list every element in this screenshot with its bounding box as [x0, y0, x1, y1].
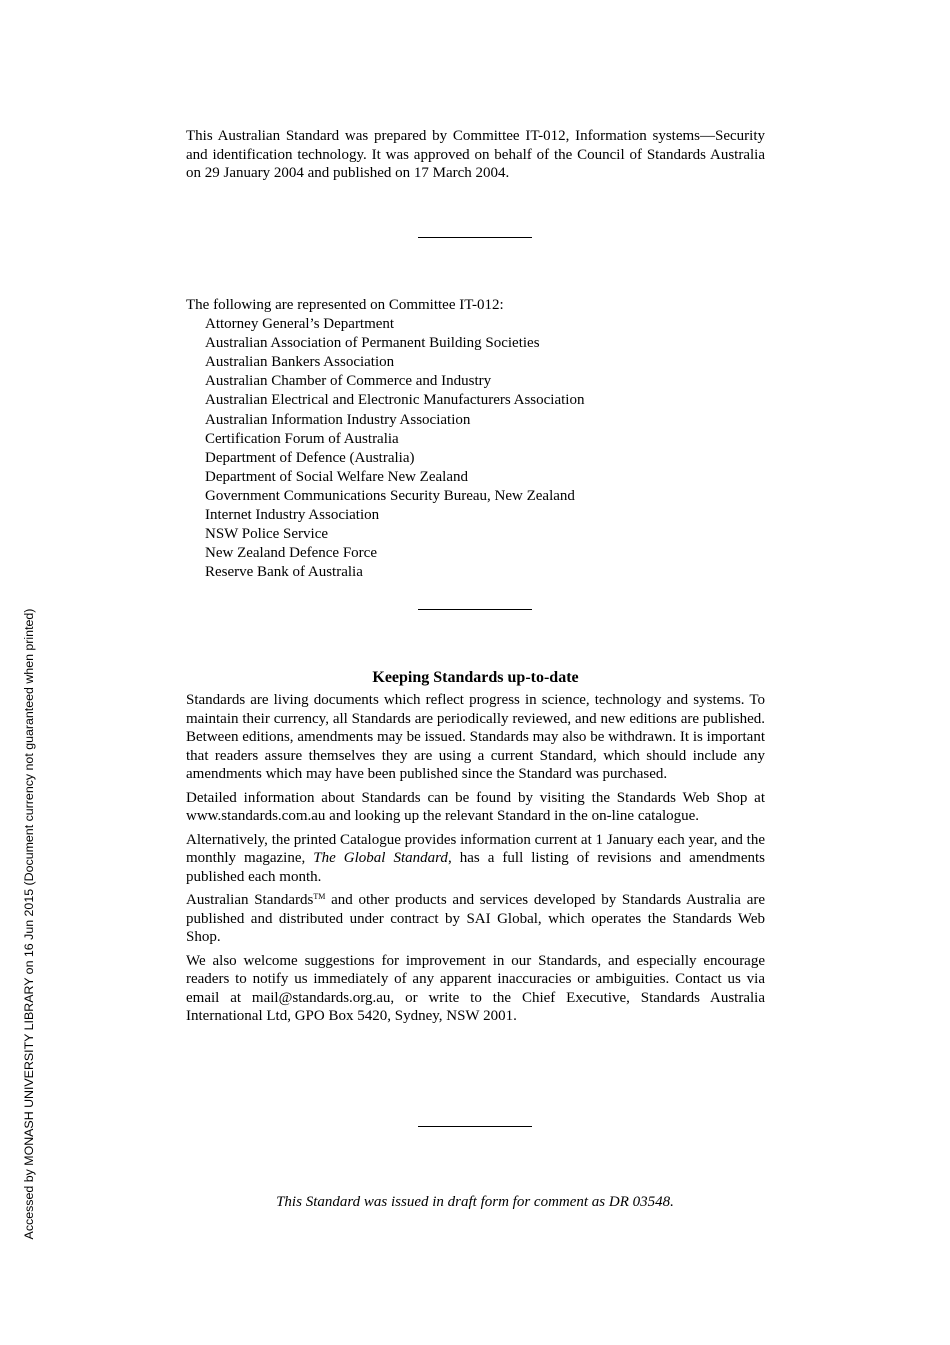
- text-run: Alternatively, the printed Catalogue provides information current at 1 January each year, and the monthly magazine,: [186, 831, 765, 866]
- paragraph: We also welcome suggestions for improvement in our Standards, and especially encourage readers to notify us immediately of any apparent inaccuracies or ambiguities. Contact us via email at mail@standards.org.au, or write to the Chief Executive, Standards Australia International Ltd, GPO Box 5420, Sydney, NSW 2001.: [186, 952, 765, 1024]
- publication-title: The Global Standard: [313, 850, 448, 866]
- paragraph: [186, 831, 765, 887]
- text-run: , has a full listing of revisions and amendments published each month.: [186, 850, 765, 885]
- committee-member-list: [186, 315, 765, 582]
- committee-member: Australian Bankers Association: [205, 354, 395, 371]
- committee-member: Australian Chamber of Commerce and Industry: [205, 373, 492, 390]
- section-divider: [418, 609, 532, 610]
- draft-note: This Standard was issued in draft form for comment as DR 03548.: [276, 1194, 674, 1210]
- trademark-mark: TM: [313, 892, 326, 901]
- committee-member: Australian Information Industry Association: [205, 411, 471, 428]
- paragraph: Standards are living documents which reflect progress in science, technology and systems. To maintain their currency, all Standards are periodically reviewed, and new editions are published. Between editions, amendments may be issued. Standards may also be withdrawn. It is important that readers assure themselves they are using a current Standard, which should include any amendments which may have been published since the Standard was purchased.: [186, 692, 765, 782]
- section-divider: [418, 1126, 532, 1127]
- text-run: Australian Standards: [186, 892, 314, 908]
- committee-member: Reserve Bank of Australia: [205, 564, 363, 581]
- section-title: Keeping Standards up-to-date: [372, 669, 579, 686]
- access-watermark: Accessed by MONASH UNIVERSITY LIBRARY on 16 Jun 2015 (Document currency not guaranteed when printed): [22, 608, 36, 1240]
- paragraph: [186, 891, 765, 947]
- committee-heading: The following are represented on Committee IT-012:: [186, 297, 504, 313]
- committee-member: Australian Electrical and Electronic Manufacturers Association: [205, 392, 585, 409]
- committee-member: Australian Association of Permanent Building Societies: [205, 335, 540, 352]
- committee-member: Attorney General’s Department: [205, 316, 395, 333]
- paragraph: Detailed information about Standards can be found by visiting the Standards Web Shop at www.standards.com.au and looking up the relevant Standard in the on-line catalogue.: [186, 789, 765, 824]
- text-run: and other products and services developed by Standards Australia are published and distributed under contract by SAI Global, which operates the Standards Web Shop.: [186, 892, 766, 945]
- keeping-standards-section: [186, 668, 765, 1031]
- committee-member: Internet Industry Association: [205, 507, 380, 524]
- committee-member: NSW Police Service: [205, 526, 329, 543]
- committee-member: New Zealand Defence Force: [205, 545, 377, 562]
- committee-member: Certification Forum of Australia: [205, 430, 399, 447]
- committee-member: Government Communications Security Bureau, New Zealand: [205, 487, 575, 504]
- section-divider: [418, 237, 532, 238]
- committee-member: Department of Social Welfare New Zealand: [205, 468, 468, 485]
- committee-member: Department of Defence (Australia): [205, 449, 415, 466]
- committee-section: [186, 296, 765, 582]
- intro-paragraph: This Australian Standard was prepared by Committee IT-012, Information systems—Security and identification technology. It was approved on behalf of the Council of Standards Australia on 29 January 2004 and published on 17 March 2004.: [186, 128, 765, 181]
